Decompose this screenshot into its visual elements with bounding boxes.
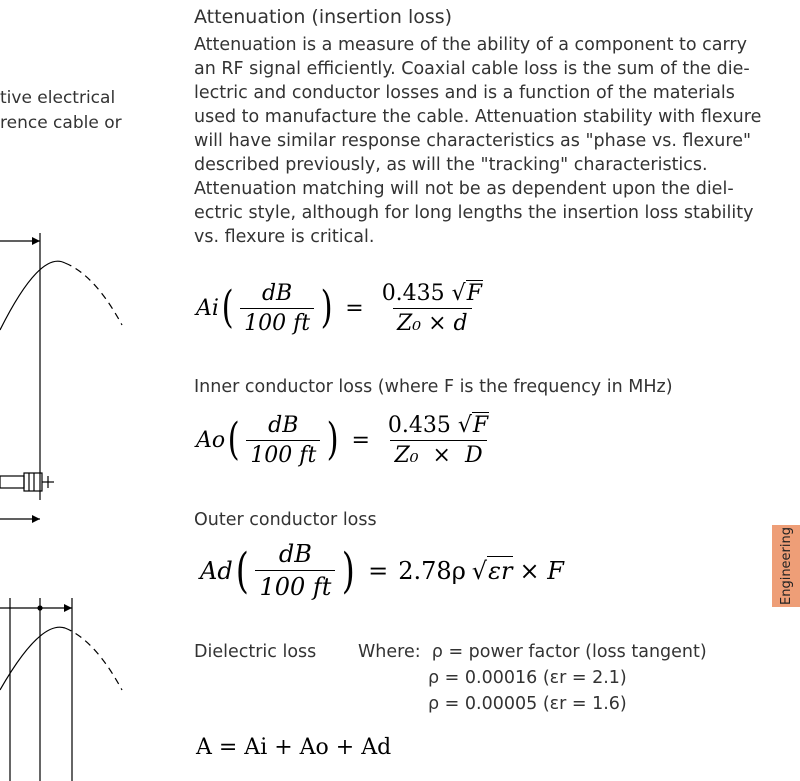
equation-ai-unit-den: 100 ft bbox=[240, 308, 314, 336]
equation-ad-lhs: Ad bbox=[200, 556, 233, 585]
equation-ao-lhs: Ao bbox=[196, 427, 226, 453]
equation-ai-unit-num: dB bbox=[261, 280, 293, 306]
equation-ad-suffix: × F bbox=[519, 556, 564, 585]
side-tab-engineering[interactable] bbox=[772, 525, 800, 607]
where-block bbox=[358, 642, 707, 720]
equation-total: A = Ai + Ao + Ad bbox=[196, 735, 392, 760]
caption-outer-conductor: Outer conductor loss bbox=[194, 510, 377, 530]
equation-ai-coef: 0.435 bbox=[381, 281, 445, 306]
equation-ao-unit-den: 100 ft bbox=[246, 440, 320, 468]
equation-ad-radicand: εr bbox=[488, 557, 513, 585]
equation-ai: Ai ( $\frac{dB}{100 ft}$ ) = 0.435 √ F Z₀ × d bbox=[196, 280, 482, 336]
equation-ad-unit-den: 100 ft bbox=[255, 570, 335, 601]
equation-ao-coef: 0.435 bbox=[387, 413, 451, 438]
paragraph-line: Attenuation matching will not be as dependent upon the diel- bbox=[194, 179, 734, 199]
equation-ao-unit-num: dB bbox=[268, 412, 299, 438]
equation-ao-radicand: F bbox=[472, 413, 489, 438]
upper-arrowhead bbox=[32, 237, 40, 245]
equation-ao: Ao ( $\frac{dB}{100 ft}$ ) = 0.435 √ F Z₀ × D bbox=[196, 412, 489, 468]
paragraph-line: Attenuation is a measure of the ability of a component to carry bbox=[194, 35, 747, 55]
connector-nut bbox=[24, 473, 42, 491]
equation-ai-lhs: Ai bbox=[196, 295, 219, 321]
paragraph-line: used to manufacture the cable. Attenuation stability with flexure bbox=[194, 107, 762, 127]
where-line-3: ρ = 0.00005 (εr = 1.6) bbox=[428, 694, 627, 714]
bottom-curve-dashed bbox=[65, 628, 122, 690]
paragraph-line: will have similar response characteristics as "phase vs. flexure" bbox=[194, 131, 752, 151]
equation-ai-radicand: F bbox=[466, 281, 482, 306]
equation-ao-den: Z₀ × D bbox=[390, 440, 486, 468]
section-heading: Attenuation (insertion loss) bbox=[194, 6, 453, 28]
connector-body bbox=[0, 476, 24, 488]
equation-ad-prefix: 2.78ρ bbox=[398, 556, 466, 585]
bottom-dot bbox=[38, 606, 42, 610]
left-column-text-line-1: tive electrical bbox=[0, 88, 116, 108]
where-label: Where: bbox=[358, 642, 421, 662]
paragraph-line: described previously, as will the "tracking" characteristics. bbox=[194, 155, 708, 175]
equation-ad-unit-num: dB bbox=[278, 540, 312, 568]
upper-curve-solid bbox=[0, 261, 65, 330]
upper-curve-dashed bbox=[65, 263, 122, 325]
paragraph-line: vs. flexure is critical. bbox=[194, 227, 375, 247]
caption-dielectric: Dielectric loss bbox=[194, 642, 317, 662]
paragraph-line: ectric style, although for long lengths the insertion loss stability bbox=[194, 203, 754, 223]
caption-inner-conductor: Inner conductor loss (where F is the frequency in MHz) bbox=[194, 377, 673, 397]
side-tab-label: Engineering bbox=[779, 527, 794, 605]
where-line-1: ρ = power factor (loss tangent) bbox=[431, 642, 707, 662]
paragraph-line: lectric and conductor losses and is a function of the materials bbox=[194, 83, 735, 103]
phase-diagram-figures bbox=[0, 0, 180, 781]
section-paragraph bbox=[194, 33, 762, 249]
equation-ad: Ad ( $\frac{dB}{100 ft}$ ) = 2.78ρ √ εr × F bbox=[200, 540, 564, 601]
where-line-2: ρ = 0.00016 (εr = 2.1) bbox=[428, 668, 627, 688]
left-column-text-line-2: rence cable or bbox=[0, 113, 122, 133]
equation-ai-den: Z₀ × d bbox=[393, 308, 472, 336]
paragraph-line: an RF signal efficiently. Coaxial cable loss is the sum of the die- bbox=[194, 59, 750, 79]
